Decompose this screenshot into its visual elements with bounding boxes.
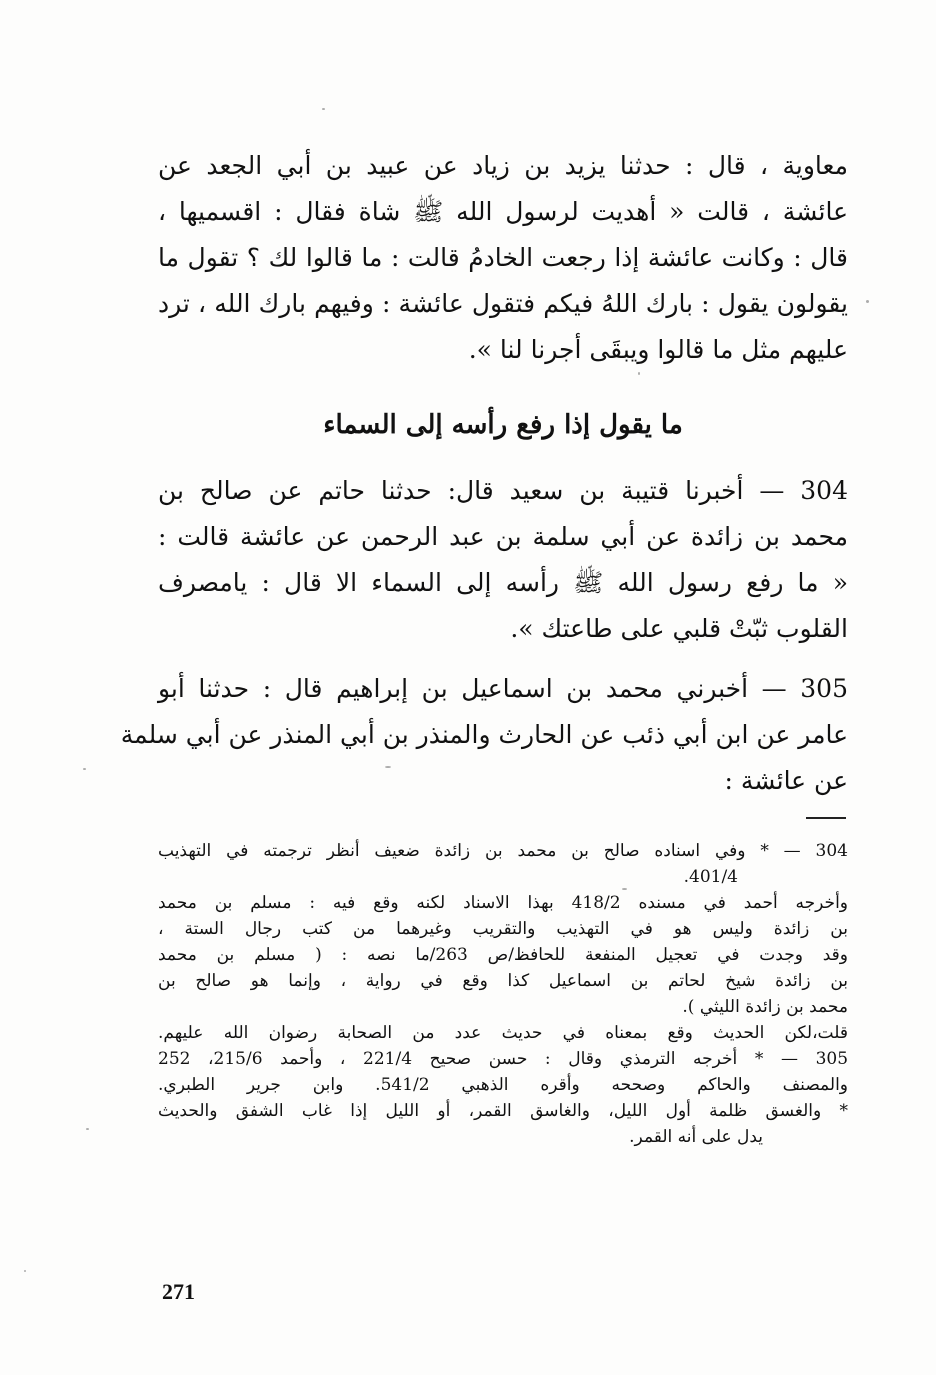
footnote-line: * والغسق ظلمة أول الليل، والغاسق القمر، أو الليل إذا غاب الشفق والحديث — [158, 1101, 848, 1121]
text-line: عامر عن ابن أبي ذئب عن الحارث والمنذر بن أبي المنذر عن أبي سلمة — [120, 720, 848, 749]
hadith-305-paragraph — [120, 666, 848, 804]
text-line: القلوب ثبّتْ قلبي على طاعتك ». — [510, 614, 848, 643]
scan-speck — [866, 300, 869, 303]
text-line: محمد بن زائدة عن أبي سلمة بن عبد الرحمن عن عائشة قالت : — [158, 522, 848, 551]
intro-paragraph — [158, 143, 848, 373]
text-line: 305 — أخبرني محمد بن اسماعيل بن إبراهيم قال : حدثنا أبو — [158, 674, 848, 703]
text-line: « ما رفع رسول الله ﷺ رأسه إلى السماء الا قال : يامصرف — [158, 568, 848, 597]
scan-speck — [24, 1270, 26, 1272]
footnote-line: والمصنف والحاكم وصححه وأقره الذهبي 541/2. وابن جرير الطبري. — [158, 1075, 848, 1095]
text-line: عن عائشة : — [724, 766, 848, 795]
scan-speck — [385, 766, 391, 768]
scan-speck — [83, 768, 86, 770]
page-number: 271 — [162, 1279, 195, 1304]
footnote-line: بن زائدة شيخ لحاتم بن اسماعيل كذا وقع في رواية ، وإنما هو صالح بن — [158, 971, 848, 991]
footnote-line: وقد وجدت في تعجيل المنفعة للحافظ/ص 263/ما نصه : ( مسلم بن محمد — [158, 945, 848, 965]
footnote-line: 304 — * وفي اسناده صالح بن محمد بن زائدة ضعيف أنظر ترجمته في التهذيب — [158, 841, 848, 861]
footnote-line: محمد بن زائدة الليثي ). — [682, 997, 848, 1017]
scan-speck — [622, 888, 627, 890]
footnote-line: 305 — * أخرجه الترمذي وقال : حسن صحيح 221/4 ، وأحمد 215/6، 252 — [158, 1049, 849, 1069]
footnote-line: بن زائدة وليس هو في التهذيب والتقريب وغيرهما من كتب رجال الستة ، — [158, 919, 848, 939]
text-line: يقولون يقول : بارك اللهُ فيكم فتقول عائشة : وفيهم بارك الله ، ترد — [158, 289, 848, 318]
text-line: عائشة ، قالت « أهديت لرسول الله ﷺ شاة فقال : اقسميها ، — [158, 197, 848, 226]
footnote-line: قلت،لكن الحديث وقع بمعناه في حديث عدد من الصحابة رضوان الله عليهم. — [158, 1023, 848, 1043]
footnote-line: يدل على أنه القمر. — [629, 1127, 763, 1147]
text-line: 304 — أخبرنا قتيبة بن سعيد قال: حدثنا حاتم عن صالح بن — [158, 476, 848, 505]
footnote-line: وأخرجه أحمد في مسنده 418/2 بهذا الاسناد لكنه وقع فيه : مسلم بن محمد — [158, 893, 848, 913]
text-line: معاوية ، قال : حدثنا يزيد بن زياد عن عبيد بن أبي الجعد عن — [158, 151, 848, 180]
footnote-separator — [806, 817, 846, 819]
section-heading: ما يقول إذا رفع رأسه إلى السماء — [323, 410, 683, 440]
text-line: قال : وكانت عائشة إذا رجعت الخادمُ قالت : ما قالوا لك ؟ تقول ما — [158, 243, 848, 272]
footnotes — [158, 838, 848, 1150]
scan-speck — [638, 372, 640, 375]
text-line: عليهم مثل ما قالوا ويبقَى أجرنا لنا ». — [468, 335, 848, 364]
footnote-line: 401/4. — [683, 867, 738, 887]
scan-speck — [86, 1128, 89, 1130]
hadith-304-paragraph — [158, 468, 848, 652]
scan-speck — [322, 108, 325, 110]
